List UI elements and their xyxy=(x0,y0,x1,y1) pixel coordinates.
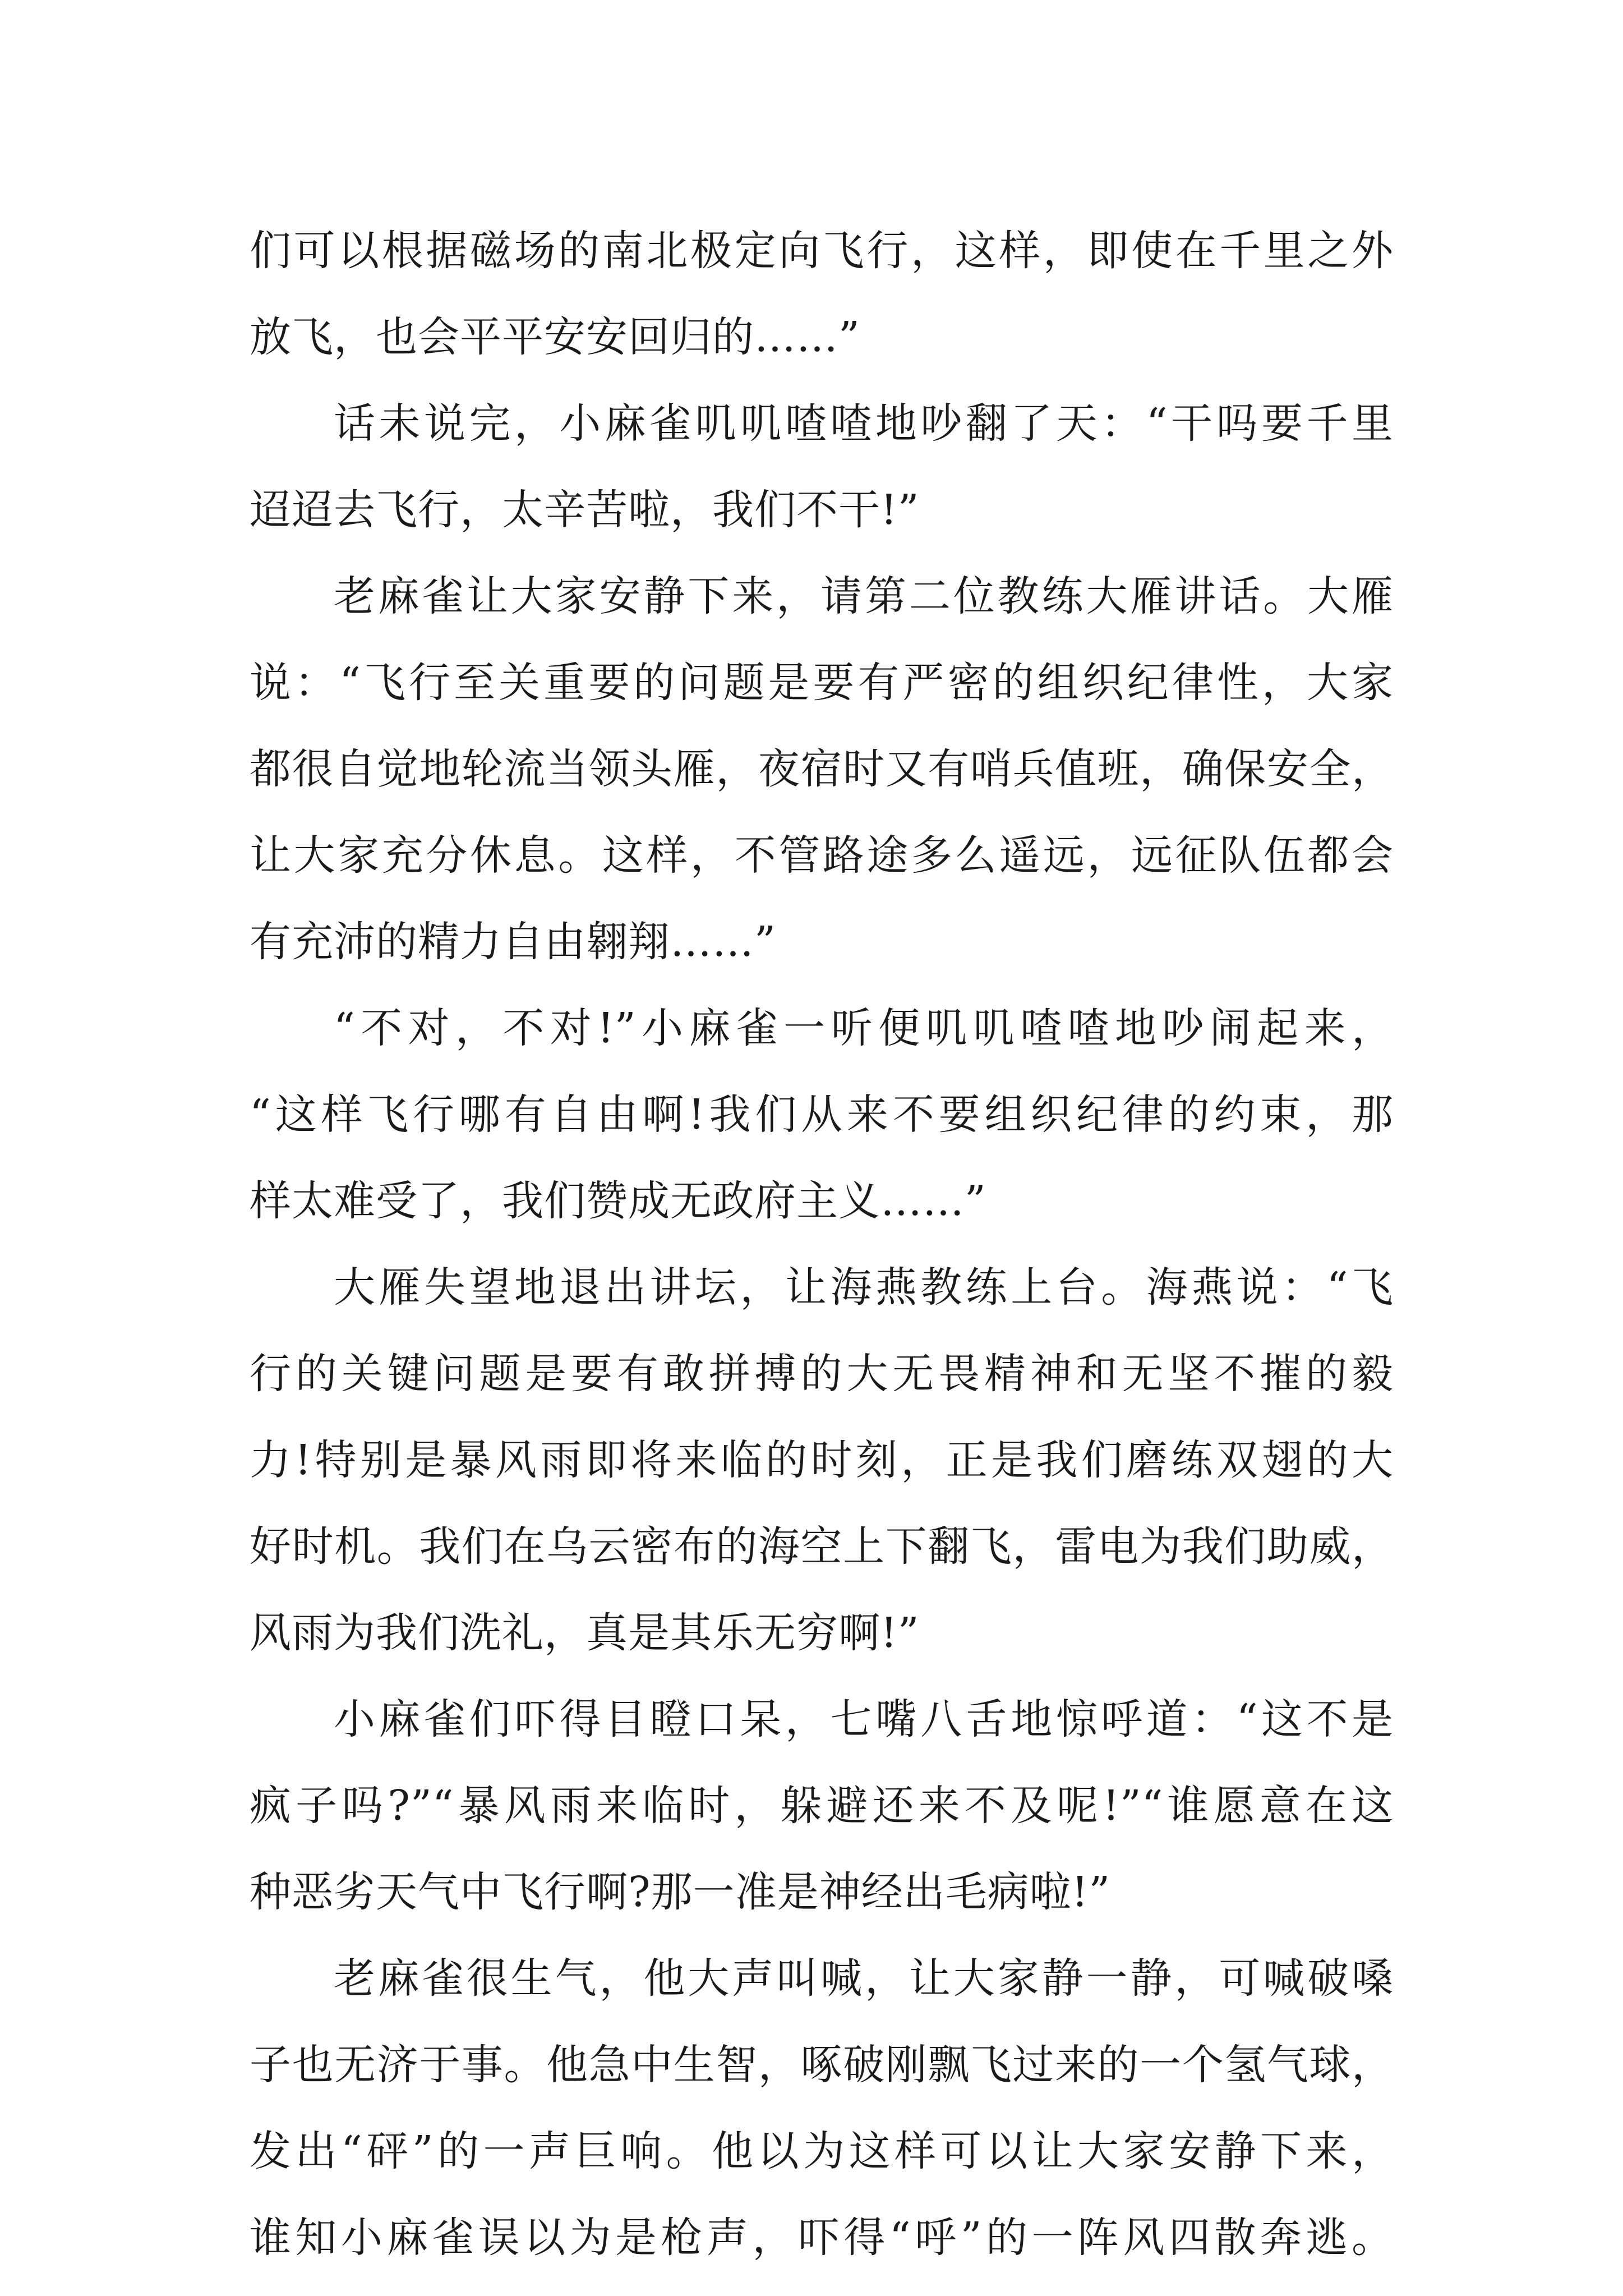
text-line: 们可以根据磁场的南北极定向飞行，这样，即使在千里之外 xyxy=(250,227,1394,275)
body-text xyxy=(250,208,1394,2281)
text-line: 子也无济于事。他急中生智，啄破刚飘飞过来的一个氢气球， xyxy=(250,2041,1394,2089)
text-line: “不对，不对!”小麻雀一听便叽叽喳喳地吵闹起来， xyxy=(334,1004,1394,1052)
text-line: 放飞，也会平平安安回归的……” xyxy=(250,313,860,361)
text-line: 样太难受了，我们赞成无政府主义……” xyxy=(250,1177,986,1225)
text-line: 谁知小麻雀误以为是枪声，吓得“呼”的一阵风四散奔逃。 xyxy=(250,2214,1394,2262)
text-line: 大雁失望地退出讲坛，让海燕教练上台。海燕说：“飞 xyxy=(334,1263,1394,1312)
text-line: 让大家充分休息。这样，不管路途多么遥远，远征队伍都会 xyxy=(250,831,1394,880)
text-line: 迢迢去飞行，太辛苦啦，我们不干!” xyxy=(250,486,920,534)
text-line: 力!特别是暴风雨即将来临的时刻，正是我们磨练双翅的大 xyxy=(250,1436,1394,1484)
text-line: “这样飞行哪有自由啊!我们从来不要组织纪律的约束，那 xyxy=(250,1091,1394,1139)
text-line: 老麻雀让大家安静下来，请第二位教练大雁讲话。大雁 xyxy=(334,572,1394,620)
text-line: 说：“飞行至关重要的问题是要有严密的组织纪律性，大家 xyxy=(250,659,1394,707)
text-line: 小麻雀们吓得目瞪口呆，七嘴八舌地惊呼道：“这不是 xyxy=(334,1695,1394,1743)
text-line: 好时机。我们在乌云密布的海空上下翻飞，雷电为我们助威， xyxy=(250,1522,1394,1571)
text-line: 种恶劣天气中飞行啊?那一准是神经出毛病啦!” xyxy=(250,1868,1111,1916)
text-line: 行的关键问题是要有敢拼搏的大无畏精神和无坚不摧的毅 xyxy=(250,1350,1394,1398)
text-line: 都很自觉地轮流当领头雁，夜宿时又有哨兵值班，确保安全， xyxy=(250,745,1394,793)
text-line: 疯子吗?”“暴风雨来临时，躲避还来不及呢!”“谁愿意在这 xyxy=(250,1782,1394,1830)
text-line: 有充沛的精力自由翱翔……” xyxy=(250,918,776,966)
text-line: 话未说完，小麻雀叽叽喳喳地吵翻了天：“干吗要千里 xyxy=(334,399,1394,448)
text-line: 发出“砰”的一声巨响。他以为这样可以让大家安静下来， xyxy=(250,2127,1394,2175)
text-line: 风雨为我们洗礼，真是其乐无穷啊!” xyxy=(250,1609,920,1657)
text-line: 老麻雀很生气，他大声叫喊，让大家静一静，可喊破嗓 xyxy=(334,1954,1394,2003)
